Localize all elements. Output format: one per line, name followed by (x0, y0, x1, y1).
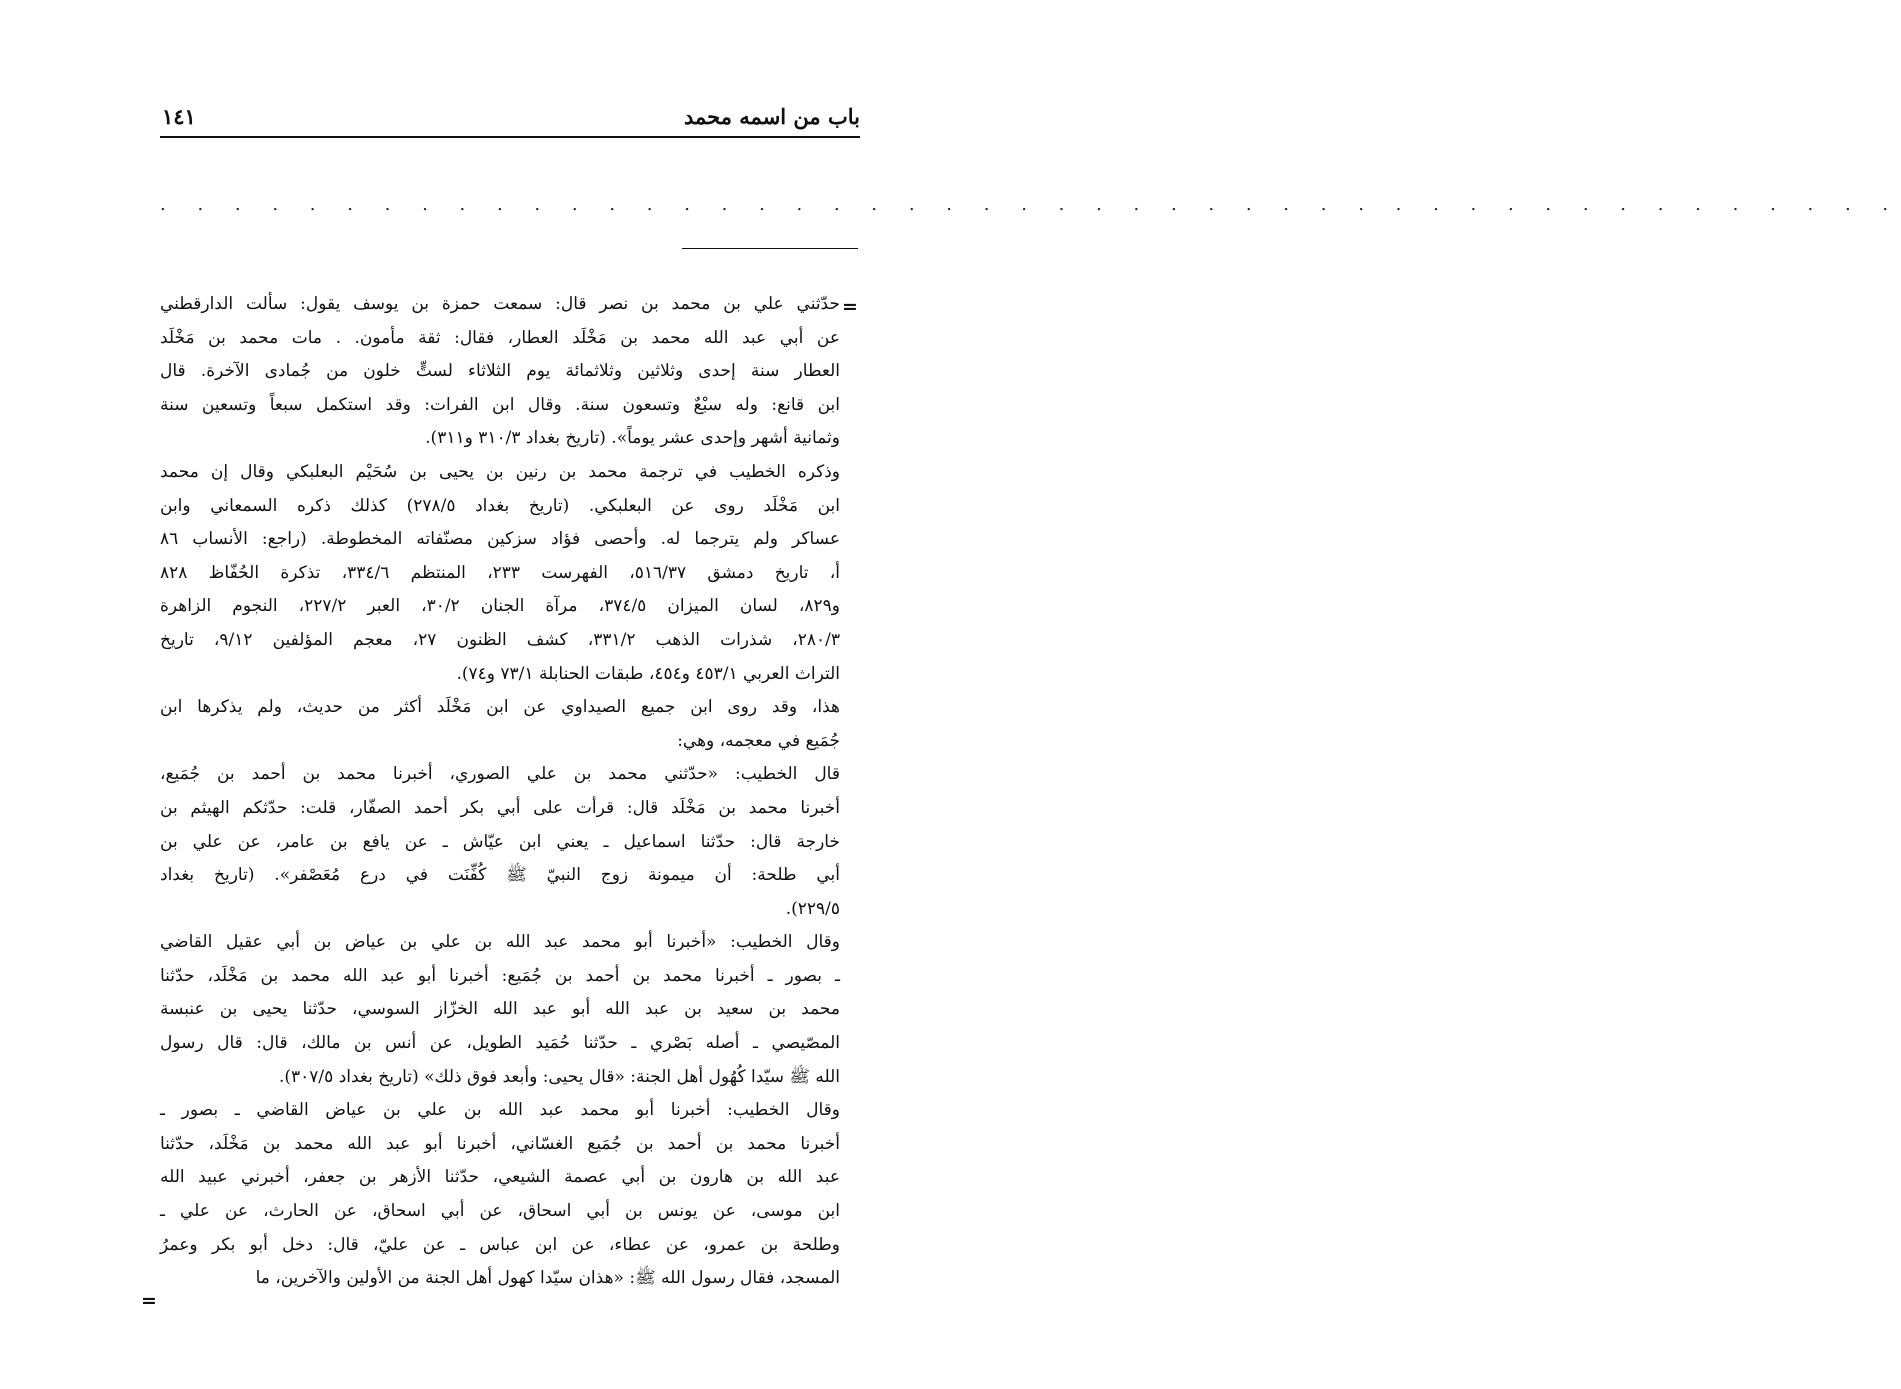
text-line: الله ﷺ سيّدا كُهُول أهل الجنة: «قال يحيى: وأبعد فوق ذلك» (تاريخ بغداد ٣٠٧/٥). (278, 1066, 840, 1087)
text-line: أخبرنا محمد بن مَخْلَد قال: قرأت على أبي بكر أحمد الصفّار، قلت: حدّثكم الهيثم بن (160, 797, 840, 818)
text-line: وقال الخطيب: أخبرنا أبو محمد عبد الله بن علي بن عياض القاضي ـ بصور ـ (160, 1100, 840, 1121)
paragraph (160, 758, 860, 926)
text-line: العطار سنة إحدى وثلاثين وثلاثمائة يوم الثلاثاء لستٍّ خلون من جُمادى الآخرة. قال (160, 361, 840, 382)
text-line: و٨٢٩، لسان الميزان ٣٧٤/٥، مرآة الجنان ٣٠/٢، العبر ٢٢٧/٢، النجوم الزاهرة (160, 596, 840, 617)
text-line: ابن مَخْلَد روى عن البعلبكي. (تاريخ بغداد ٢٧٨/٥) كذلك ذكره السمعاني وابن (160, 495, 840, 516)
paragraph (160, 691, 860, 758)
chapter-title: باب من اسمه محمد (684, 104, 860, 129)
footnote-rule (682, 248, 858, 249)
continuation-marker-bottom: = (141, 1290, 157, 1312)
text-line: عبد الله بن هارون بن أبي عصمة الشيعي، حدّثنا الأزهر بن جعفر، أخبرني عبيد الله (160, 1167, 840, 1188)
paragraph (160, 288, 860, 456)
text-line: وطلحة بن عمرو، عن عطاء، عن ابن عباس ـ عن عليّ، قال: دخل أبو بكر وعمرُ (160, 1234, 840, 1255)
text-line: حدّثني علي بن محمد بن نصر قال: سمعت حمزة بن يوسف يقول: سألت الدارقطني (160, 294, 840, 314)
text-line: قال الخطيب: «حدّثني محمد بن علي الصوري، أخبرنا محمد بن أحمد بن جُمَيع، (160, 764, 840, 785)
text-line: ابن قانع: وله سبْعٌ وتسعون سنة. وقال ابن الفرات: وقد استكمل سبعاً وتسعين سنة (160, 394, 840, 415)
text-line: جُمَيع في معجمه، وهي: (677, 730, 840, 751)
text-line: عن أبي عبد الله محمد بن مَخْلَد العطار، فقال: ثقة مأمون. . مات محمد بن مَخْلَد (160, 327, 840, 348)
text-line: وثمانية أشهر وإحدى عشر يوماً». (تاريخ بغداد ٣١٠/٣ و٣١١). (425, 428, 840, 449)
continuation-marker-top: = (842, 296, 858, 318)
text-line: أخبرنا محمد بن أحمد بن جُمَيع الغسّاني، أخبرنا أبو عبد الله محمد بن مَخْلَد، حدّثنا (160, 1133, 840, 1154)
text-line: ابن موسى، عن يونس بن أبي اسحاق، عن أبي اسحاق، عن الحارث، عن علي ـ (160, 1201, 840, 1222)
paragraph (160, 1094, 860, 1296)
text-line: ٢٢٩/٥). (785, 898, 840, 919)
paragraph (160, 926, 860, 1094)
text-line: عساكر ولم يترجما له. وأحصى فؤاد سزكين مصنّفاته المخطوطة. (راجع: الأنساب ٨٦ (160, 529, 840, 550)
text-line: خارجة قال: حدّثنا اسماعيل ـ يعني ابن عيّاش ـ عن يافع بن عامر، عن علي بن (160, 831, 840, 852)
text-line: وقال الخطيب: «أخبرنا أبو محمد عبد الله بن علي بن عياض بن أبي عقيل القاضي (160, 932, 840, 953)
footnote-body (160, 288, 860, 1296)
paragraph (160, 456, 860, 691)
text-line: التراث العربي ٤٥٣/١ و٤٥٤، طبقات الحنابلة ٧٣/١ و٧٤). (456, 663, 840, 684)
text-line: ـ بصور ـ أخبرنا محمد بن أحمد بن جُمَيع: أخبرنا أبو عبد الله محمد بن مَخْلَد، حدّثنا (160, 965, 840, 986)
text-line: أ، تاريخ دمشق ٥١٦/٣٧، الفهرست ٢٣٣، المنتظم ٣٣٤/٦، تذكرة الحُفّاظ ٨٢٨ (160, 562, 840, 583)
text-line: وذكره الخطيب في ترجمة محمد بن رنين بن يحيى بن سُحَيْم البعلبكي وقال إن محمد (160, 461, 840, 482)
page-number: ١٤١ (162, 104, 196, 129)
dotted-separator: . . . . . . . . . . . . . . . . . . . . . . . . . . . . . . . . . . . . . . . . . . . . . . . (160, 194, 1901, 215)
page-header (160, 100, 860, 138)
text-line: محمد بن سعيد بن عبد الله أبو عبد الله الخزّاز السوسي، حدّثنا يحيى بن عنبسة (160, 999, 840, 1020)
text-line: هذا، وقد روى ابن جميع الصيداوي عن ابن مَخْلَد أكثر من حديث، ولم يذكرها ابن (160, 697, 840, 718)
text-line: ٢٨٠/٣، شذرات الذهب ٣٣١/٢، كشف الظنون ٢٧، معجم المؤلفين ٩/١٢، تاريخ (160, 629, 840, 650)
text-line: المسجد، فقال رسول الله ﷺ: «هذان سيّدا كهول أهل الجنة من الأولين والآخرين، ما (255, 1268, 840, 1289)
text-line: المصّيصي ـ أصله بَصْري ـ حدّثنا حُمَيد الطويل، عن أنس بن مالك، قال: قال رسول (160, 1033, 840, 1054)
text-line: أبي طلحة: أن ميمونة زوج النبيّ ﷺ كُفِّنَت في درع مُعَصْفر». (تاريخ بغداد (160, 865, 840, 886)
